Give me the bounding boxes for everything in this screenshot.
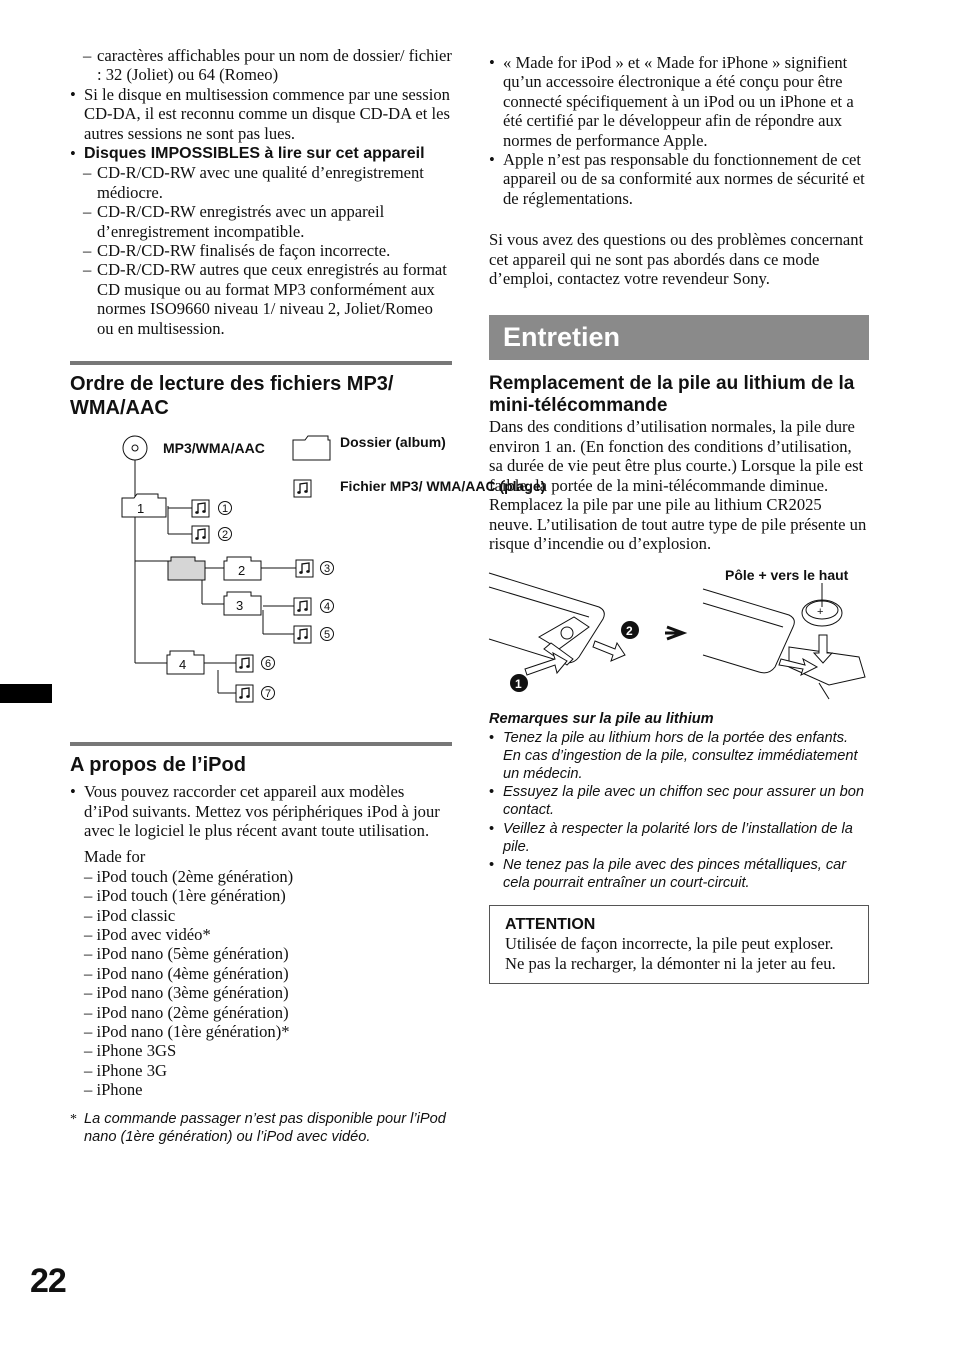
file-icon bbox=[236, 685, 275, 702]
ipod-model: – iPod nano (2ème génération) bbox=[84, 1002, 289, 1022]
section-banner-entretien: Entretien bbox=[489, 315, 869, 360]
multisession-text: Si le disque en multisession commence par une session CD-DA, il est reconnu comme un disque CD-DA et les autres sessions ne sont pas lues. bbox=[84, 84, 450, 143]
ipod-model: – iPod classic bbox=[84, 905, 176, 925]
ipod-model-list bbox=[70, 867, 452, 1100]
svg-text:7: 7 bbox=[265, 688, 272, 701]
legend-file-label: Fichier MP3/ WMA/AAC (plage) bbox=[340, 478, 546, 495]
footnote bbox=[70, 1110, 452, 1146]
legend-file-icon bbox=[294, 480, 311, 497]
ipod-model: – iPhone 3GS bbox=[84, 1041, 177, 1061]
ipod-bullet: • Vous pouvez raccorder cet appareil aux modèles d’iPod suivants. Mettez vos périphériques iPod à jour avec le logiciel le plus récent avant toute utilisation. bbox=[70, 782, 452, 840]
impossible-item-text: CD-R/CD-RW finalisés de façon incorrecte. bbox=[97, 241, 391, 261]
svg-text:6: 6 bbox=[265, 658, 272, 671]
ipod-model: – iPod nano (3ème génération) bbox=[84, 983, 289, 1003]
attention-text: Utilisée de façon incorrecte, la pile peut exploser. Ne pas la recharger, la démonter ni la jeter au feu. bbox=[505, 934, 836, 973]
note-item: • Tenez la pile au lithium hors de la portée des enfants. En cas d’ingestion de la pile, consultez immédiatement un médecin. bbox=[489, 729, 869, 784]
disc-icon bbox=[123, 436, 147, 460]
ipod-bullet-text: Vous pouvez raccorder cet appareil aux modèles d’iPod suivants. Mettez vos périphériques iPod à jour avec le logiciel le plus récent avant toute utilisation. bbox=[84, 782, 440, 840]
note-item: • Essuyez la pile avec un chiffon sec pour assurer un bon contact. bbox=[489, 783, 869, 819]
impossible-heading: Disques IMPOSSIBLES à lire sur cet appareil bbox=[84, 145, 425, 163]
right-column bbox=[489, 53, 869, 984]
intro-dash-item: – caractères affichables pour un nom de dossier/ fichier : 32 (Joliet) ou 64 (Romeo) bbox=[83, 46, 452, 85]
remote-control-illustration bbox=[489, 573, 604, 665]
impossible-item: – CD-R/CD-RW avec une qualité d’enregistrement médiocre. bbox=[70, 163, 452, 202]
footnote-mark: * bbox=[70, 1111, 77, 1127]
ipod-model: – iPod avec vidéo* bbox=[84, 924, 211, 944]
page-number: 22 bbox=[30, 1262, 66, 1300]
svg-text:5: 5 bbox=[324, 629, 331, 642]
note-item: • Veillez à respecter la polarité lors de l’installation de la pile. bbox=[489, 820, 869, 856]
svg-text:2: 2 bbox=[222, 529, 229, 542]
impossible-item: – CD-R/CD-RW finalisés de façon incorrecte. bbox=[83, 241, 391, 261]
impossible-item-text: CD-R/CD-RW avec une qualité d’enregistrement médiocre. bbox=[97, 163, 424, 202]
step-1-number: 1 bbox=[515, 677, 522, 692]
polarity-label: Pôle + vers le haut bbox=[725, 567, 849, 584]
ipod-model: – iPod nano (4ème génération) bbox=[84, 963, 289, 983]
note-item: • Ne tenez pas la pile avec des pinces métalliques, car cela pourrait entraîner un court-circuit. bbox=[489, 856, 869, 892]
ipod-model: – iPod touch (2ème génération) bbox=[84, 866, 294, 886]
heading-ipod: A propos de l’iPod bbox=[70, 742, 452, 777]
contact-paragraph: Si vous avez des questions ou des problèmes concernant cet appareil qui ne sont pas abordés dans ce mode d’emploi, contactez votre revendeur Sony. bbox=[489, 230, 864, 289]
attention-title: ATTENTION bbox=[505, 916, 596, 934]
note-text: Ne tenez pas la pile avec des pinces métalliques, car cela pourrait entraîner un court-circuit. bbox=[503, 856, 847, 892]
notes-title: Remarques sur la pile au lithium bbox=[489, 711, 714, 728]
impossible-item: – CD-R/CD-RW enregistrés avec un appareil d’enregistrement incompatible. bbox=[70, 202, 452, 241]
file-icon bbox=[192, 526, 232, 543]
apple-text: Apple n’est pas responsable du fonctionnement de cet appareil ou de sa conformité aux normes de sécurité et de réglementations. bbox=[503, 150, 865, 208]
ipod-model: – iPod touch (1ère génération) bbox=[84, 886, 286, 906]
folder-number: 1 bbox=[137, 501, 145, 517]
disc-label: MP3/WMA/AAC bbox=[163, 440, 265, 457]
left-column bbox=[70, 46, 546, 1146]
section-thumb-tab bbox=[0, 684, 52, 703]
lithium-battery-icon bbox=[802, 583, 842, 626]
play-order-diagram bbox=[70, 430, 546, 720]
impossible-item-text: CD-R/CD-RW autres que ceux enregistrés au format CD musique ou au format MP3 conformément aux normes ISO9660 niveau 1/ niveau 2, Joliet/Romeo ou en multisession. bbox=[97, 260, 447, 338]
ipod-model: – iPhone bbox=[84, 1080, 143, 1100]
madefor-text: « Made for iPod » et « Made for iPhone » signifient qu’un accessoire électronique a été conçu pour être connecté spécifiquement à un iPod ou un iPhone et a été certifié par le développeur afin de répondre aux normes de performance Apple. bbox=[503, 53, 854, 150]
file-icon bbox=[192, 500, 232, 517]
folder-icon bbox=[224, 557, 261, 580]
ipod-model: – iPod nano (1ère génération)* bbox=[84, 1021, 290, 1041]
file-icon bbox=[296, 560, 334, 577]
folder-number: 2 bbox=[238, 563, 246, 579]
battery-paragraph: Dans des conditions d’utilisation normales, la pile dure environ 1 an. (En fonction des conditions d’utilisation, sa durée de vie peut être plus courte.) Lorsque la pile est faible, la portée de la mini-télécommande diminue. Remplacez la pile par une pile au lithium CR2025 neuve. L’utilisation de tout autre type de pile présente un risque d’incendie ou d’explosion. bbox=[489, 417, 867, 553]
remote-control-open-illustration bbox=[703, 589, 865, 699]
intro-dash-text: caractères affichables pour un nom de dossier/ fichier : 32 (Joliet) ou 64 (Romeo) bbox=[97, 46, 452, 85]
folder-number: 3 bbox=[236, 598, 244, 614]
legend-folder-label: Dossier (album) bbox=[340, 434, 446, 451]
footnote-text: La commande passager n’est pas disponible pour l’iPod nano (1ère génération) ou l’iPod avec vidéo. bbox=[84, 1110, 446, 1145]
file-icon bbox=[294, 626, 334, 643]
folder-icon-highlighted bbox=[168, 557, 205, 580]
svg-text:+: + bbox=[817, 606, 824, 619]
svg-text:4: 4 bbox=[324, 601, 331, 614]
madefor-bullet: • « Made for iPod » et « Made for iPhone » signifient qu’un accessoire électronique a été conçu pour être connecté spécifiquement à un iPod ou un iPhone et a été certifié par le développeur afin de répondre aux normes de performance Apple. bbox=[489, 53, 869, 150]
svg-text:1: 1 bbox=[222, 503, 229, 516]
battery-replacement-figure bbox=[489, 567, 869, 702]
file-icon bbox=[236, 655, 275, 672]
arrow-pull-icon bbox=[593, 641, 625, 661]
folder-icon bbox=[167, 651, 204, 674]
svg-text:3: 3 bbox=[324, 563, 331, 576]
legend-folder-icon bbox=[293, 436, 330, 460]
folder-icon bbox=[224, 592, 261, 615]
note-text: Tenez la pile au lithium hors de la portée des enfants. En cas d’ingestion de la pile, consultez immédiatement un médecin. bbox=[503, 729, 858, 782]
impossible-bullet: • Disques IMPOSSIBLES à lire sur cet appareil bbox=[70, 144, 425, 164]
next-step-arrow-icon bbox=[665, 627, 683, 639]
multisession-bullet: • Si le disque en multisession commence par une session CD-DA, il est reconnu comme un disque CD-DA et les autres sessions ne sont pas lues. bbox=[70, 85, 452, 143]
made-for-label: Made for bbox=[84, 847, 146, 867]
impossible-item: – CD-R/CD-RW autres que ceux enregistrés au format CD musique ou au format MP3 conformément aux normes ISO9660 niveau 1/ niveau 2, Joliet/Romeo ou en multisession. bbox=[70, 260, 452, 338]
file-icon bbox=[294, 598, 334, 615]
note-text: Veillez à respecter la polarité lors de l’installation de la pile. bbox=[503, 820, 853, 855]
folder-number: 4 bbox=[179, 657, 187, 673]
heading-battery: Remplacement de la pile au lithium de la mini-télécommande bbox=[489, 373, 855, 417]
impossible-item-text: CD-R/CD-RW enregistrés avec un appareil d’enregistrement incompatible. bbox=[97, 202, 385, 241]
apple-bullet: • Apple n’est pas responsable du fonctionnement de cet appareil ou de sa conformité aux normes de sécurité et de réglementations. bbox=[489, 150, 869, 208]
step-2-number: 2 bbox=[626, 624, 633, 639]
ipod-model: – iPod nano (5ème génération) bbox=[84, 944, 289, 964]
folder-icon bbox=[122, 494, 166, 517]
note-text: Essuyez la pile avec un chiffon sec pour assurer un bon contact. bbox=[503, 784, 864, 819]
heading-play-order: Ordre de lecture des fichiers MP3/ WMA/AAC bbox=[70, 361, 452, 420]
attention-box bbox=[489, 905, 869, 984]
ipod-model: – iPhone 3G bbox=[84, 1060, 167, 1080]
